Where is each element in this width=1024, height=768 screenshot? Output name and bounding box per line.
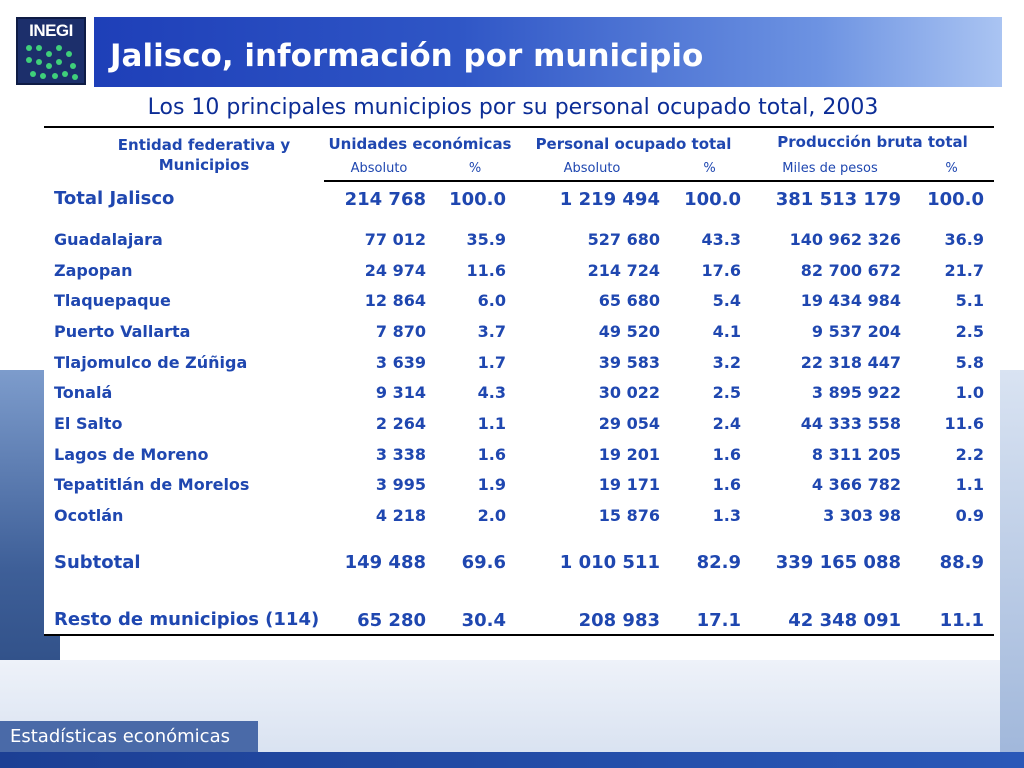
table-row [44, 500, 994, 531]
table-row [44, 377, 994, 408]
footer-text: Estadísticas económicas [10, 726, 230, 747]
cell-ue-pct: 11.6 [466, 260, 506, 280]
table-row [44, 224, 994, 255]
cell-po-pct: 82.9 [696, 551, 741, 573]
cell-pb-abs: 3 303 98 [823, 506, 901, 526]
row-name: Resto de municipios (114) [44, 577, 324, 635]
cell-ue-pct: 1.7 [477, 352, 506, 372]
cell-pb-abs: 42 348 091 [751, 577, 909, 635]
cell-po-pct: 2.4 [712, 413, 741, 433]
cell-ue-abs: 149 488 [344, 551, 426, 573]
row-name: Total Jalisco [54, 188, 175, 209]
table-row [44, 347, 994, 378]
cell-po-abs: 214 724 [587, 260, 660, 280]
cell-ue-abs: 2 264 [375, 413, 426, 433]
cell-ue-pct: 6.0 [477, 291, 506, 311]
cell-ue-abs: 65 280 [324, 577, 434, 635]
cell-pb-abs: 140 962 326 [789, 229, 901, 249]
cell-po-pct: 17.1 [668, 577, 751, 635]
subheader-ue-pct: % [434, 156, 516, 181]
cell-pb-abs: 44 333 558 [800, 413, 901, 433]
background-right-shape [1000, 370, 1024, 768]
row-name: Lagos de Moreno [54, 444, 209, 464]
cell-ue-pct: 2.0 [477, 506, 506, 526]
table-row [44, 408, 994, 439]
subheader-ue-absoluto: Absoluto [324, 156, 434, 181]
cell-po-abs: 15 876 [598, 506, 660, 526]
cell-ue-pct: 1.9 [477, 475, 506, 495]
table-header-row [44, 127, 994, 156]
cell-pb-pct: 11.1 [909, 577, 994, 635]
cell-po-abs: 19 201 [598, 444, 660, 464]
cell-ue-abs: 24 974 [364, 260, 426, 280]
cell-ue-pct: 35.9 [466, 229, 506, 249]
cell-ue-abs: 12 864 [364, 291, 426, 311]
row-name: Tlajomulco de Zúñiga [54, 352, 248, 372]
cell-ue-pct: 100.0 [449, 188, 506, 210]
row-name: Ocotlán [54, 506, 124, 526]
table-subtitle: Los 10 principales municipios por su personal ocupado total, 2003 [147, 95, 879, 120]
municipios-table [44, 126, 994, 636]
cell-ue-pct: 3.7 [477, 321, 506, 341]
cell-po-abs: 30 022 [598, 383, 660, 403]
subheader-pb-pct: % [909, 156, 994, 181]
row-name: Tepatitlán de Morelos [54, 475, 250, 495]
cell-pb-pct: 21.7 [944, 260, 985, 280]
cell-pb-pct: 36.9 [944, 229, 985, 249]
cell-po-abs: 29 054 [598, 413, 660, 433]
cell-po-abs: 1 010 511 [559, 551, 660, 573]
cell-pb-pct: 5.8 [955, 352, 985, 372]
table-row [44, 316, 994, 347]
cell-pb-abs: 3 895 922 [811, 383, 901, 403]
cell-po-pct: 1.3 [712, 506, 741, 526]
cell-po-pct: 4.1 [712, 321, 741, 341]
subheader-pb-miles: Miles de pesos [751, 156, 909, 181]
cell-ue-pct: 30.4 [434, 577, 516, 635]
table-row [44, 470, 994, 501]
cell-ue-pct: 1.1 [477, 413, 506, 433]
cell-po-pct: 1.6 [712, 475, 741, 495]
table-row [44, 439, 994, 470]
row-name: Tonalá [54, 383, 113, 403]
subheader-po-absoluto: Absoluto [516, 156, 668, 181]
cell-pb-pct: 0.9 [955, 506, 985, 526]
subheader-po-pct: % [668, 156, 751, 181]
cell-ue-pct: 4.3 [477, 383, 506, 403]
cell-ue-abs: 7 870 [375, 321, 426, 341]
cell-po-pct: 2.5 [712, 383, 741, 403]
header-produccion-bruta: Producción bruta total [751, 127, 994, 156]
title-bar [94, 17, 1002, 87]
cell-pb-pct: 2.5 [955, 321, 985, 341]
cell-po-abs: 208 983 [516, 577, 668, 635]
cell-pb-abs: 8 311 205 [811, 444, 901, 464]
cell-pb-pct: 1.1 [955, 475, 985, 495]
cell-pb-abs: 4 366 782 [811, 475, 901, 495]
cell-pb-pct: 2.2 [955, 444, 985, 464]
cell-ue-abs: 4 218 [375, 506, 426, 526]
logo-dot-grid-icon [26, 45, 78, 81]
cell-po-pct: 1.6 [712, 444, 741, 464]
cell-po-pct: 100.0 [684, 188, 741, 210]
table-row-total [44, 181, 994, 216]
cell-ue-pct: 69.6 [461, 551, 506, 573]
cell-po-pct: 3.2 [712, 352, 741, 372]
cell-ue-pct: 1.6 [477, 444, 506, 464]
row-name: El Salto [54, 413, 123, 433]
cell-po-pct: 5.4 [712, 291, 741, 311]
cell-po-pct: 43.3 [701, 229, 741, 249]
cell-ue-abs: 214 768 [344, 188, 426, 210]
cell-ue-abs: 3 338 [375, 444, 426, 464]
cell-pb-abs: 82 700 672 [800, 260, 901, 280]
row-name: Tlaquepaque [54, 291, 171, 311]
page-title: Jalisco, información por municipio [110, 38, 704, 74]
cell-po-abs: 39 583 [598, 352, 660, 372]
row-name: Zapopan [54, 260, 133, 280]
cell-pb-pct: 1.0 [955, 383, 985, 403]
header-personal-ocupado: Personal ocupado total [516, 127, 751, 156]
cell-po-pct: 17.6 [701, 260, 741, 280]
cell-pb-abs: 9 537 204 [811, 321, 901, 341]
cell-pb-pct: 11.6 [944, 413, 985, 433]
table-row-subtotal [44, 531, 994, 577]
cell-pb-abs: 19 434 984 [800, 291, 901, 311]
cell-pb-abs: 381 513 179 [775, 188, 901, 210]
cell-ue-abs: 3 995 [375, 475, 426, 495]
header-unidades-economicas: Unidades económicas [324, 127, 516, 156]
cell-pb-abs: 339 165 088 [775, 551, 901, 573]
table-row [44, 285, 994, 316]
table-spacer [44, 216, 994, 224]
cell-pb-pct: 100.0 [927, 188, 985, 210]
inegi-logo [16, 17, 86, 85]
cell-po-abs: 1 219 494 [559, 188, 660, 210]
logo-text: INEGI [29, 21, 73, 40]
footer-banner [0, 721, 258, 752]
cell-ue-abs: 77 012 [364, 229, 426, 249]
cell-ue-abs: 9 314 [375, 383, 426, 403]
cell-po-abs: 65 680 [598, 291, 660, 311]
cell-pb-abs: 22 318 447 [800, 352, 901, 372]
cell-pb-pct: 88.9 [939, 551, 985, 573]
row-name: Subtotal [54, 551, 141, 573]
row-name: Puerto Vallarta [54, 321, 191, 341]
table-row-resto [44, 577, 994, 635]
cell-pb-pct: 5.1 [955, 291, 985, 311]
bottom-strip [0, 752, 1024, 768]
table-row [44, 255, 994, 286]
cell-po-abs: 49 520 [598, 321, 660, 341]
row-name: Guadalajara [54, 229, 163, 249]
cell-ue-abs: 3 639 [375, 352, 426, 372]
header-entidad: Entidad federativa y Municipios [44, 127, 324, 181]
cell-po-abs: 527 680 [587, 229, 660, 249]
cell-po-abs: 19 171 [598, 475, 660, 495]
